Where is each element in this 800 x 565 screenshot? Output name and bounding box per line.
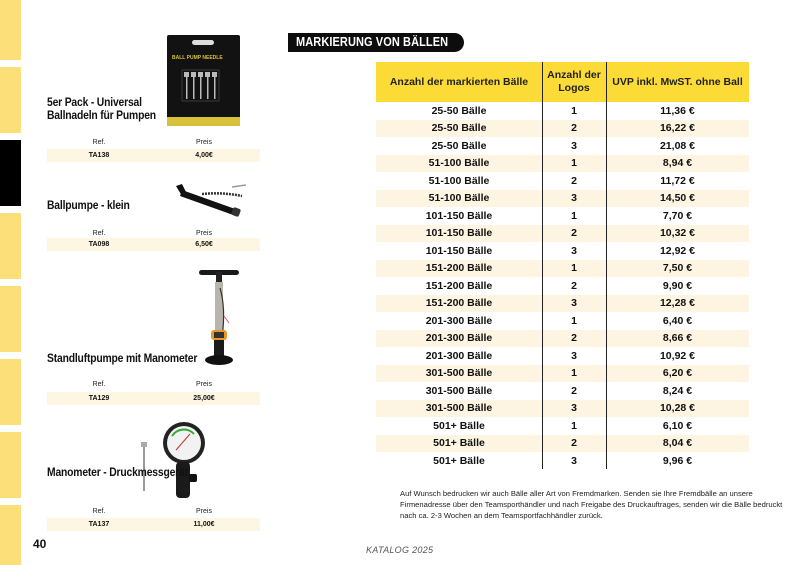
cell-price: 8,04 € — [662, 437, 693, 450]
cell-logos: 3 — [571, 297, 577, 310]
side-tab[interactable] — [0, 0, 21, 60]
cell-balls: 51-100 Bälle — [428, 192, 490, 205]
cell-logos: 1 — [571, 262, 577, 275]
cell-price: 8,94 € — [662, 157, 693, 170]
footer-catalog: KATALOG 2025 — [366, 545, 434, 555]
table-row — [376, 260, 749, 278]
side-tab[interactable] — [0, 359, 21, 425]
floor-pump-icon — [196, 268, 246, 370]
cell-logos: 3 — [571, 192, 577, 205]
cell-logos: 2 — [571, 332, 577, 345]
price-value: 25,00€ — [193, 395, 215, 402]
cell-balls: 301-500 Bälle — [425, 384, 493, 397]
page-number: 40 — [33, 537, 47, 551]
table-row — [376, 417, 749, 435]
cell-logos: 1 — [571, 314, 577, 327]
cell-price: 12,92 € — [659, 244, 696, 257]
price-label: Preis — [196, 139, 212, 146]
table-header — [376, 62, 749, 102]
price-label: Preis — [196, 508, 212, 515]
product-title: 5er Pack - Universal Ballnadeln für Pumpen — [47, 97, 156, 122]
price-value: 6,50€ — [195, 241, 213, 248]
cell-price: 14,50 € — [659, 192, 696, 205]
cell-logos: 2 — [571, 384, 577, 397]
cell-price: 9,96 € — [662, 454, 693, 467]
cell-logos: 2 — [571, 279, 577, 292]
table-row — [376, 400, 749, 418]
cell-balls: 501+ Bälle — [433, 437, 485, 450]
side-tab[interactable] — [0, 505, 21, 565]
pack-label: BALL PUMP NEEDLE — [172, 55, 223, 61]
cell-logos: 2 — [571, 122, 577, 135]
table-body — [376, 102, 749, 470]
cell-price: 6,10 € — [662, 419, 693, 432]
cell-balls: 501+ Bälle — [433, 419, 485, 432]
cell-price: 21,08 € — [659, 139, 696, 152]
table-row — [376, 382, 749, 400]
pricing-table — [376, 62, 749, 470]
table-row — [376, 225, 749, 243]
ref-row — [47, 518, 260, 531]
cell-logos: 1 — [571, 419, 577, 432]
cell-price: 10,92 € — [659, 349, 696, 362]
cell-logos: 1 — [571, 104, 577, 117]
cell-balls: 101-150 Bälle — [425, 209, 493, 222]
ref-header — [47, 506, 260, 518]
cell-balls: 25-50 Bälle — [431, 122, 487, 135]
cell-logos: 3 — [571, 454, 577, 467]
ref-label: Ref. — [92, 508, 106, 515]
cell-logos: 2 — [571, 174, 577, 187]
cell-price: 8,24 € — [662, 384, 693, 397]
ref-header — [47, 379, 260, 391]
table-row — [376, 207, 749, 225]
cell-price: 12,28 € — [659, 297, 696, 310]
cell-logos: 3 — [571, 139, 577, 152]
table-row — [376, 137, 749, 155]
cell-balls: 101-150 Bälle — [425, 244, 493, 257]
table-row — [376, 312, 749, 330]
ref-value: TA098 — [88, 241, 110, 248]
price-label: Preis — [196, 381, 212, 388]
section-title-banner — [288, 33, 464, 52]
table-row — [376, 295, 749, 313]
product-title: Ballpumpe - klein — [47, 200, 130, 212]
ref-row — [47, 392, 260, 405]
table-row — [376, 365, 749, 383]
cell-balls: 51-100 Bälle — [428, 157, 490, 170]
cell-price: 10,32 € — [659, 227, 696, 240]
product-title: Manometer - Druckmessgerät — [47, 467, 188, 479]
table-row — [376, 347, 749, 365]
cell-balls: 151-200 Bälle — [425, 279, 493, 292]
cell-logos: 3 — [571, 244, 577, 257]
cell-logos: 1 — [571, 209, 577, 222]
header-price: UVP inkl. MwST. ohne Ball — [612, 75, 743, 88]
cell-logos: 3 — [571, 402, 577, 415]
cell-balls: 301-500 Bälle — [425, 402, 493, 415]
cell-logos: 2 — [571, 227, 577, 240]
cell-price: 11,36 € — [660, 104, 695, 117]
cell-balls: 51-100 Bälle — [428, 174, 490, 187]
cell-price: 11,72 € — [660, 174, 695, 187]
cell-balls: 201-300 Bälle — [425, 314, 493, 327]
price-label: Preis — [196, 230, 212, 237]
side-tab[interactable] — [0, 286, 21, 352]
cell-balls: 151-200 Bälle — [425, 262, 493, 275]
table-row — [376, 452, 749, 470]
ref-value: TA129 — [88, 395, 110, 402]
table-row — [376, 277, 749, 295]
cell-balls: 101-150 Bälle — [425, 227, 493, 240]
side-tab[interactable] — [0, 432, 21, 498]
table-row — [376, 330, 749, 348]
ref-label: Ref. — [92, 139, 106, 146]
cell-logos: 1 — [571, 367, 577, 380]
table-row — [376, 102, 749, 120]
table-row — [376, 242, 749, 260]
cell-price: 8,66 € — [662, 332, 693, 345]
cell-logos: 1 — [571, 157, 577, 170]
cell-price: 7,70 € — [662, 209, 693, 222]
table-row — [376, 190, 749, 208]
cell-balls: 301-500 Bälle — [425, 367, 493, 380]
table-row — [376, 120, 749, 138]
ref-row — [47, 238, 260, 251]
note-text: Auf Wunsch bedrucken wir auch Bälle aller Art von Fremdmarken. Senden sie Ihre Fremdbälle an unsere Firmenadresse über den Teamsporthändler und nach Freigabe des Druckauftrages, senden wir die Bälle bedruckt nach ca. 2-3 Wochen an dem Teamsportfachhändler zurück. — [400, 489, 783, 520]
ref-row — [47, 149, 260, 162]
price-value: 4,00€ — [195, 152, 213, 159]
cell-balls: 151-200 Bälle — [425, 297, 493, 310]
cell-price: 6,20 € — [662, 367, 693, 380]
price-value: 11,00€ — [193, 521, 215, 528]
cell-price: 10,28 € — [659, 402, 696, 415]
table-row — [376, 435, 749, 453]
section-title: MARKIERUNG VON BÄLLEN — [296, 35, 449, 49]
hand-pump-icon — [172, 182, 252, 222]
ref-label: Ref. — [92, 381, 106, 388]
cell-balls: 201-300 Bälle — [425, 349, 493, 362]
ball-needle-pack-icon — [166, 34, 241, 127]
ref-label: Ref. — [92, 230, 106, 237]
column-divider — [542, 62, 543, 469]
cell-price: 7,50 € — [662, 262, 693, 275]
cell-balls: 501+ Bälle — [433, 454, 485, 467]
header-balls: Anzahl der markierten Bälle — [389, 75, 529, 88]
ref-value: TA138 — [88, 152, 110, 159]
pressure-gauge-icon — [136, 420, 208, 500]
cell-balls: 25-50 Bälle — [431, 104, 487, 117]
side-tab-active[interactable] — [0, 140, 21, 206]
side-tab[interactable] — [0, 67, 21, 133]
cell-logos: 3 — [571, 349, 577, 362]
table-row — [376, 155, 749, 173]
ref-header — [47, 137, 260, 149]
table-row — [376, 172, 749, 190]
cell-logos: 2 — [571, 437, 577, 450]
cell-price: 9,90 € — [662, 279, 693, 292]
cell-balls: 25-50 Bälle — [431, 139, 487, 152]
product-title: Standluftpumpe mit Manometer — [47, 353, 198, 365]
cell-balls: 201-300 Bälle — [425, 332, 493, 345]
cell-price: 16,22 € — [659, 122, 696, 135]
ref-value: TA137 — [88, 521, 110, 528]
side-tab[interactable] — [0, 213, 21, 279]
column-divider — [606, 62, 607, 469]
header-logos: Anzahl der Logos — [547, 69, 601, 94]
cell-price: 6,40 € — [662, 314, 693, 327]
